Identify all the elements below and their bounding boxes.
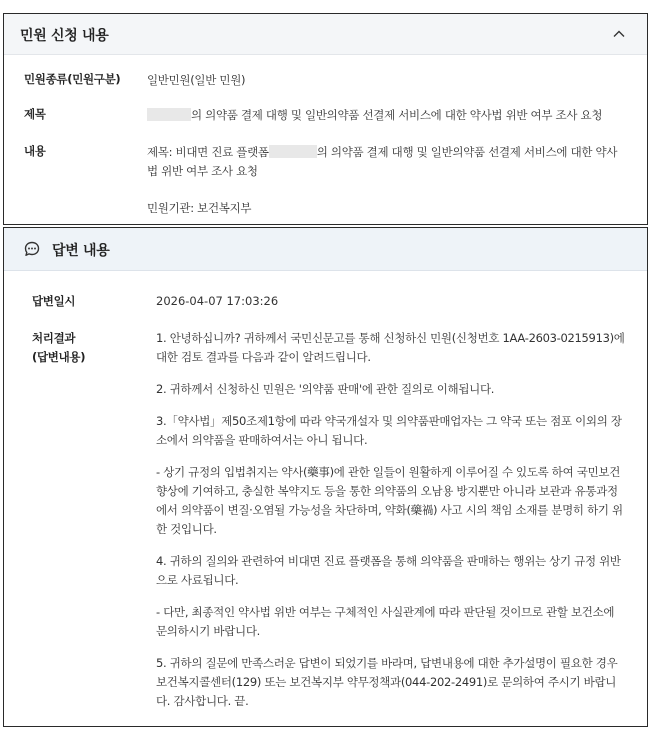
redacted-block [269, 145, 317, 158]
answer-body [156, 329, 626, 724]
answer-date-label: 답변일시 [32, 294, 76, 308]
request-agency: 민원기관: 보건복지부 [147, 201, 252, 215]
answer-paragraph: 2. 귀하께서 신청하신 민원은 '의약품 판매'에 관한 질의로 이해됩니다. [156, 382, 495, 396]
request-panel-header[interactable] [4, 14, 647, 55]
request-panel-title: 민원 신청 내용 [20, 28, 109, 44]
answer-paragraph: - 다만, 최종적인 약사법 위반 여부는 구체적인 사실관계에 따라 판단될 것이므로 관할 보건소에 문의하시기 바랍니다. [156, 605, 615, 638]
request-subject-value: 의 의약품 결제 대행 및 일반의약품 선결제 서비스에 대한 약사법 위반 여부 조사 요청 [147, 106, 627, 125]
answer-panel-title: 답변 내용 [52, 243, 110, 259]
chat-bubble-icon [22, 239, 42, 259]
request-type-value: 일반민원(일반 민원) [147, 73, 246, 87]
answer-date-value: 2026-04-07 17:03:26 [156, 294, 279, 308]
request-content-value: 제목: 비대면 진료 플랫폼 의 의약품 결제 대행 및 일반의약품 선결제 서비스에 대한 약사 법 위반 여부 조사 요청 [147, 145, 618, 178]
answer-paragraph: 1. 안녕하십니까? 귀하께서 국민신문고를 통해 신청하신 민원(신청번호 1AA-2603-0215913)에 대한 검토 결과를 다음과 같이 알려드립니다. [156, 331, 625, 364]
answer-result-label: 처리결과 (답변내용) [32, 331, 86, 364]
answer-paragraph: - 상기 규정의 입법취지는 약사(藥事)에 관한 일들이 원활하게 이루어질 수 있도록 하여 국민보건 향상에 기여하고, 충실한 복약지도 등을 통한 의약품의 오남용 방지뿐만 아니라 보관과 유통과정에서 의약품이 변질·오염될 가능성을 차단하며, 약화(藥禍) 사고 시의 책임 소재를 분명히 하기 위한 것입니다. [156, 465, 623, 536]
answer-paragraph: 5. 귀하의 질문에 만족스러운 답변이 되었기를 바라며, 답변내용에 대한 추가설명이 필요한 경우 보건복지콜센터(129) 또는 보건복지부 약무정책과(044-202-2491)로 문의하여 주시기 바랍니다. 감사합니다. 끝. [156, 656, 618, 708]
request-type-label: 민원종류(민원구분) [24, 72, 121, 86]
answer-panel [3, 227, 648, 727]
chevron-up-icon[interactable] [611, 26, 627, 42]
request-subject-label: 제목 [24, 107, 46, 121]
redacted-block [147, 108, 191, 121]
request-content-label: 내용 [24, 144, 46, 158]
answer-paragraph: 3.「약사법」제50조제1항에 따라 약국개설자 및 의약품판매업자는 그 약국 또는 점포 이외의 장소에서 의약품을 판매하여서는 아니 됩니다. [156, 414, 622, 447]
request-panel [3, 13, 648, 225]
answer-paragraph: 4. 귀하의 질의와 관련하여 비대면 진료 플랫폼을 통해 의약품을 판매하는 행위는 상기 규정 위반으로 사료됩니다. [156, 554, 621, 587]
answer-panel-header [4, 228, 647, 271]
